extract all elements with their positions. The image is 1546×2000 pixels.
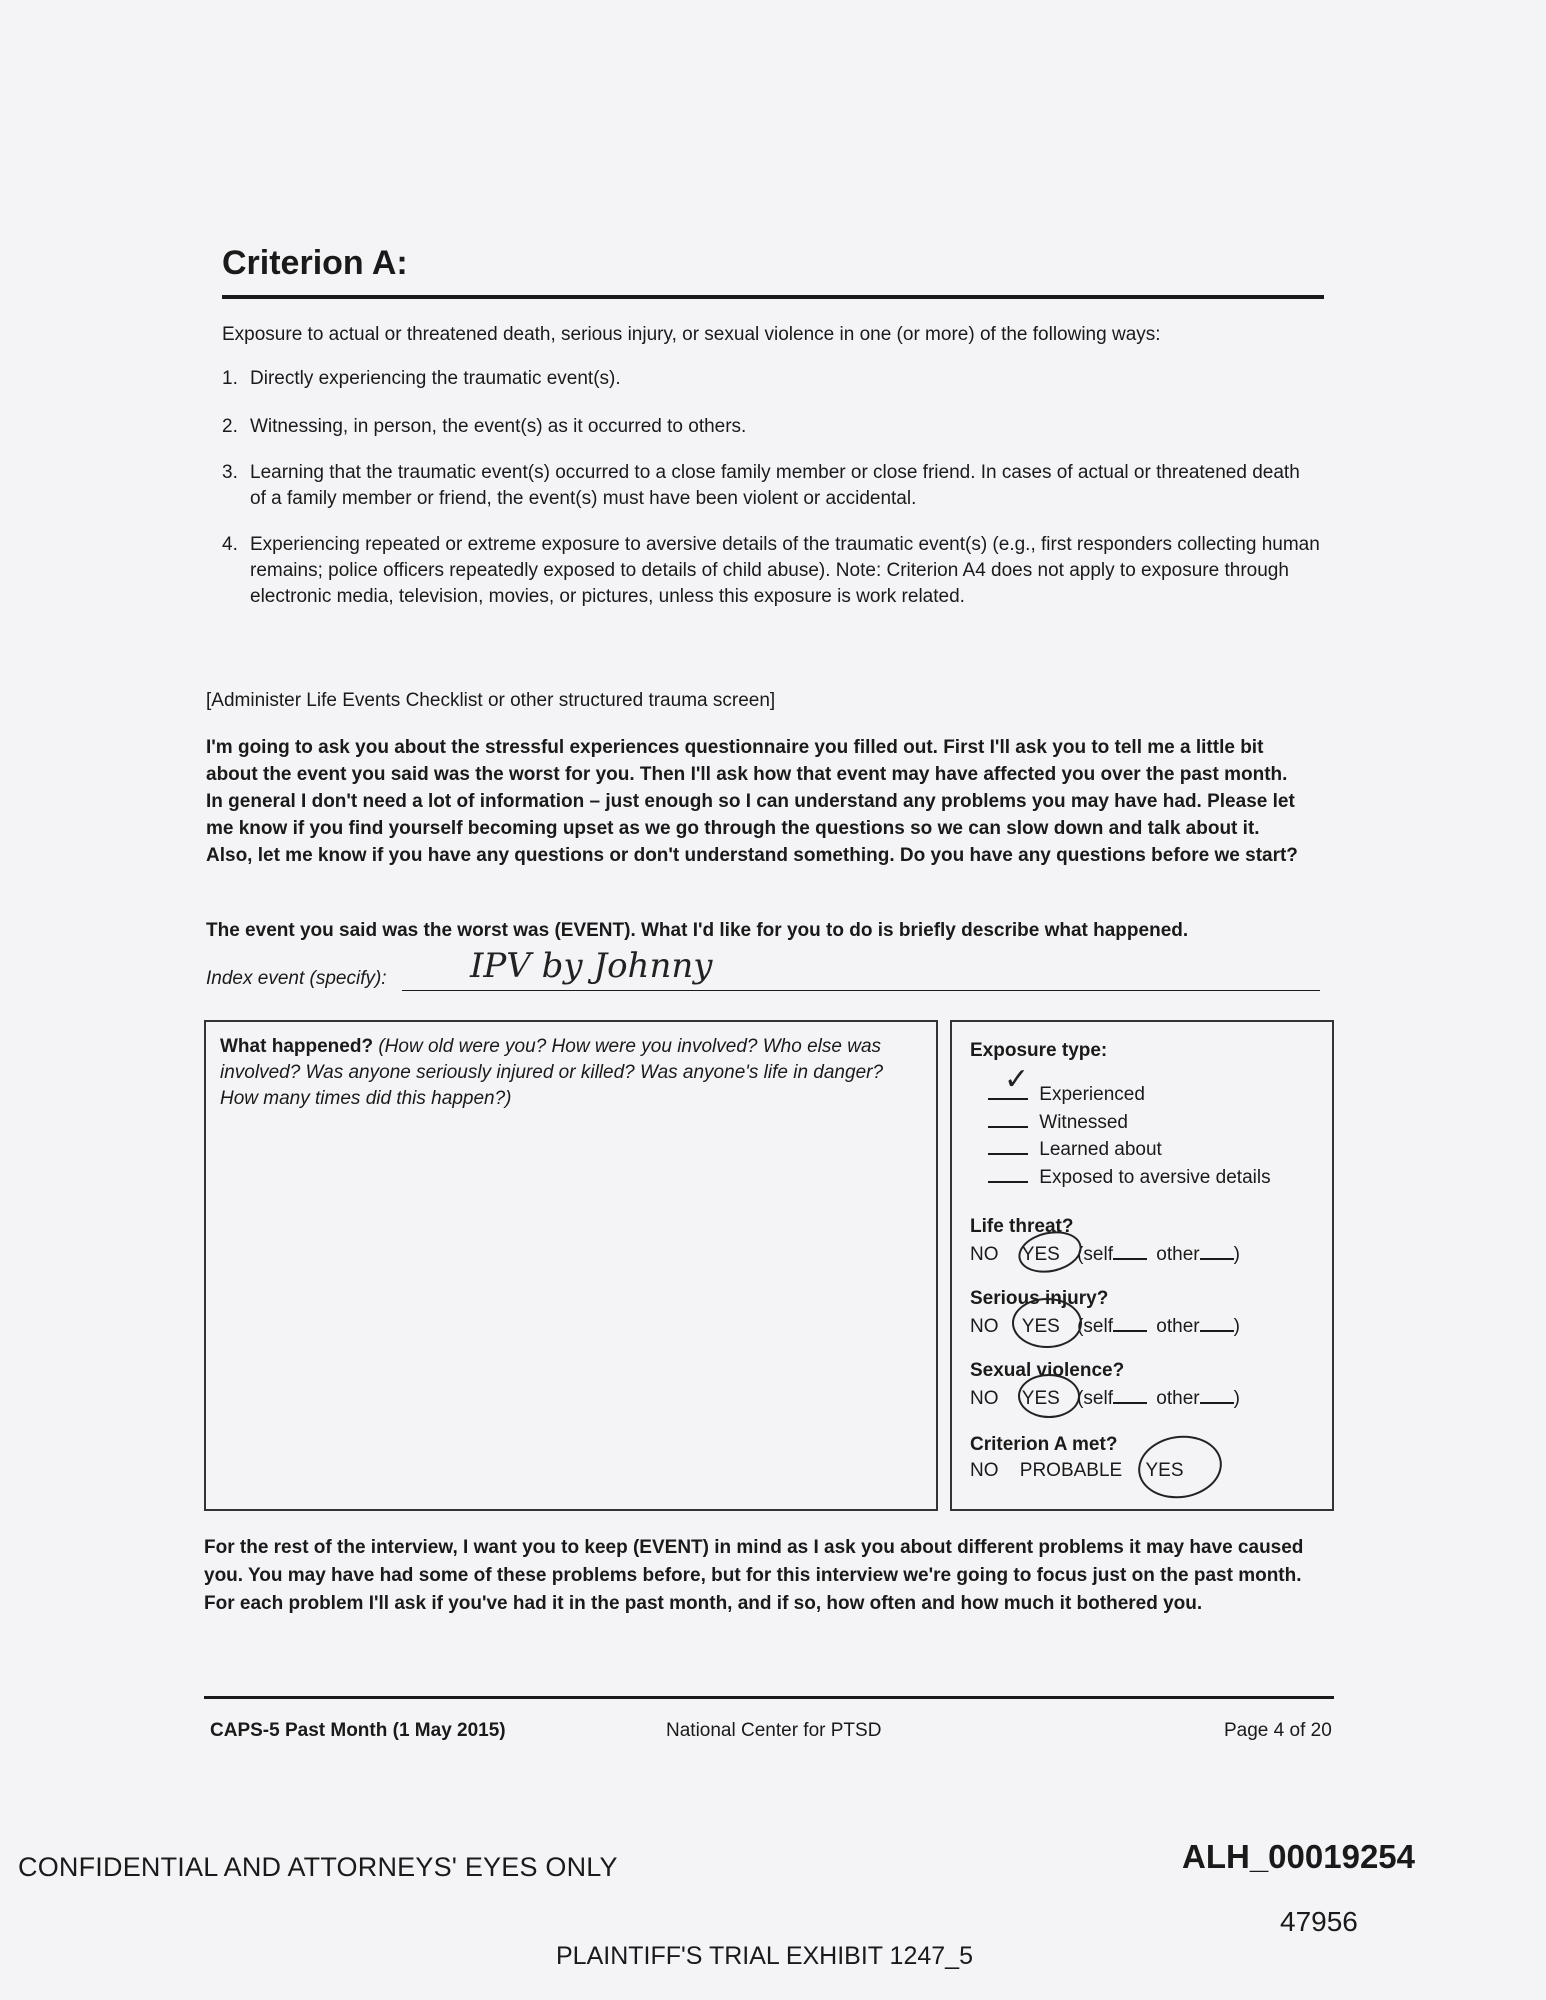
list-item <box>222 366 1312 392</box>
closing-script: For the rest of the interview, I want you to keep (EVENT) in mind as I ask you about different problems it may have caused you. You may have had some of these problems before, but for this interview we're going to focus just on the past month. For each problem I'll ask if you've had it in the past month, and if so, how often and how much it bothered you. <box>204 1537 1304 1614</box>
close-paren: ) <box>1233 1244 1240 1265</box>
footer-doc-title: CAPS-5 Past Month (1 May 2015) <box>210 1720 506 1741</box>
what-happened-text <box>220 1034 910 1112</box>
option-label: Witnessed <box>1039 1112 1128 1133</box>
serious-injury-question: Serious injury? <box>970 1288 1109 1309</box>
option-label: Learned about <box>1039 1139 1162 1160</box>
item-number: 1. <box>222 368 238 389</box>
item-number: 2. <box>222 416 238 437</box>
heading-rule <box>222 295 1324 299</box>
self-blank[interactable] <box>1113 1312 1147 1332</box>
self-label: (self <box>1077 1244 1113 1265</box>
life-threat-question: Life threat? <box>970 1216 1074 1237</box>
other-label: other <box>1156 1388 1200 1409</box>
bates-number: ALH_00019254 <box>1182 1838 1415 1875</box>
section-heading: Criterion A: <box>222 244 408 282</box>
confidential-stamp: CONFIDENTIAL AND ATTORNEYS' EYES ONLY <box>18 1852 618 1882</box>
answer-no[interactable]: NO <box>970 1316 999 1337</box>
administer-instruction: [Administer Life Events Checklist or other structured trauma screen] <box>206 690 776 711</box>
sexual-violence-question: Sexual violence? <box>970 1360 1125 1381</box>
index-event-label: Index event (specify): <box>206 968 387 989</box>
self-blank[interactable] <box>1113 1384 1147 1404</box>
self-blank[interactable] <box>1113 1240 1147 1260</box>
item-text: Learning that the traumatic event(s) occurred to a close family member or close friend. In cases of actual or threatened death of a family member or friend, the event(s) must have been violent or accidental. <box>250 462 1300 509</box>
other-blank[interactable] <box>1200 1240 1234 1260</box>
answer-blank <box>988 1137 1028 1155</box>
footer-organization: National Center for PTSD <box>666 1720 882 1741</box>
interviewer-script: I'm going to ask you about the stressful experiences questionnaire you filled out. First I'll ask you to tell me a little bit about the event you said was the worst for you. Then I'll ask how that event may have affected you over the past month. In general I don't need a lot of information – just enough so I can understand any problems you may have had. Please let me know if you find yourself becoming upset as we go through the questions so we can slow down and talk about it. Also, let me know if you have any questions or don't understand something. Do you have any questions before we start? <box>206 737 1298 866</box>
yes-circle-mark <box>1012 1298 1082 1348</box>
item-text: Witnessing, in person, the event(s) as it occurred to others. <box>250 416 747 437</box>
answer-yes[interactable]: YES <box>1145 1460 1184 1481</box>
exposure-option[interactable] <box>988 1110 1128 1136</box>
item-text: Directly experiencing the traumatic event(s). <box>250 368 621 389</box>
list-item <box>222 532 1320 607</box>
yes-circle-mark <box>1018 1374 1080 1418</box>
other-blank[interactable] <box>1200 1384 1234 1404</box>
other-label: other <box>1156 1244 1200 1265</box>
exhibit-label: PLAINTIFF'S TRIAL EXHIBIT 1247_5 <box>556 1942 973 1970</box>
footer-page-number: Page 4 of 20 <box>1224 1720 1332 1741</box>
answer-no[interactable]: NO <box>970 1460 999 1481</box>
self-label: (self <box>1077 1388 1113 1409</box>
answer-yes[interactable]: YES <box>1021 1388 1060 1409</box>
answer-yes[interactable]: YES <box>1021 1316 1060 1337</box>
option-label: Experienced <box>1039 1084 1145 1105</box>
index-event-handwriting[interactable]: IPV by Johnny <box>470 946 713 986</box>
close-paren: ) <box>1233 1316 1240 1337</box>
answer-blank <box>988 1110 1028 1128</box>
index-event-line <box>402 990 1320 991</box>
what-happened-label: What happened? <box>220 1036 374 1057</box>
footer-rule <box>204 1696 1334 1699</box>
other-blank[interactable] <box>1200 1312 1234 1332</box>
list-item <box>222 460 1312 509</box>
exposure-option[interactable] <box>988 1137 1162 1163</box>
answer-probable[interactable]: PROBABLE <box>1019 1460 1123 1481</box>
answer-no[interactable]: NO <box>970 1388 999 1409</box>
what-happened-prompt: (How old were you? How were you involved? Who else was involved? Was anyone seriously injured or killed? Was anyone's life in danger? How many times did this happen?) <box>220 1036 884 1109</box>
close-paren: ) <box>1233 1388 1240 1409</box>
self-label: (self <box>1077 1316 1113 1337</box>
item-number: 3. <box>222 462 238 483</box>
answer-blank <box>988 1165 1028 1183</box>
other-label: other <box>1156 1316 1200 1337</box>
item-number: 4. <box>222 534 238 555</box>
event-prompt: The event you said was the worst was (EVENT). What I'd like for you to do is briefly describe what happened. <box>206 920 1189 941</box>
criterion-intro: Exposure to actual or threatened death, serious injury, or sexual violence in one (or more) of the following ways: <box>222 324 1161 345</box>
answer-no[interactable]: NO <box>970 1244 999 1265</box>
option-label: Exposed to aversive details <box>1039 1167 1271 1188</box>
list-item <box>222 414 1312 440</box>
answer-yes[interactable]: YES <box>1021 1244 1060 1265</box>
item-text: Experiencing repeated or extreme exposure to aversive details of the traumatic event(s) (e.g., first responders collecting human remains; police officers repeatedly exposed to details of child abuse). Note: Criterion A4 does not apply to exposure through electronic media, television, movies, or pictures, unless this exposure is work related. <box>250 534 1320 607</box>
stamp-page-number: 47956 <box>1280 1906 1358 1937</box>
exposure-option[interactable] <box>988 1165 1271 1191</box>
exposure-title: Exposure type: <box>970 1040 1108 1061</box>
checkmark-icon: ✓ <box>1004 1062 1030 1097</box>
criterion-met-question: Criterion A met? <box>970 1434 1118 1455</box>
